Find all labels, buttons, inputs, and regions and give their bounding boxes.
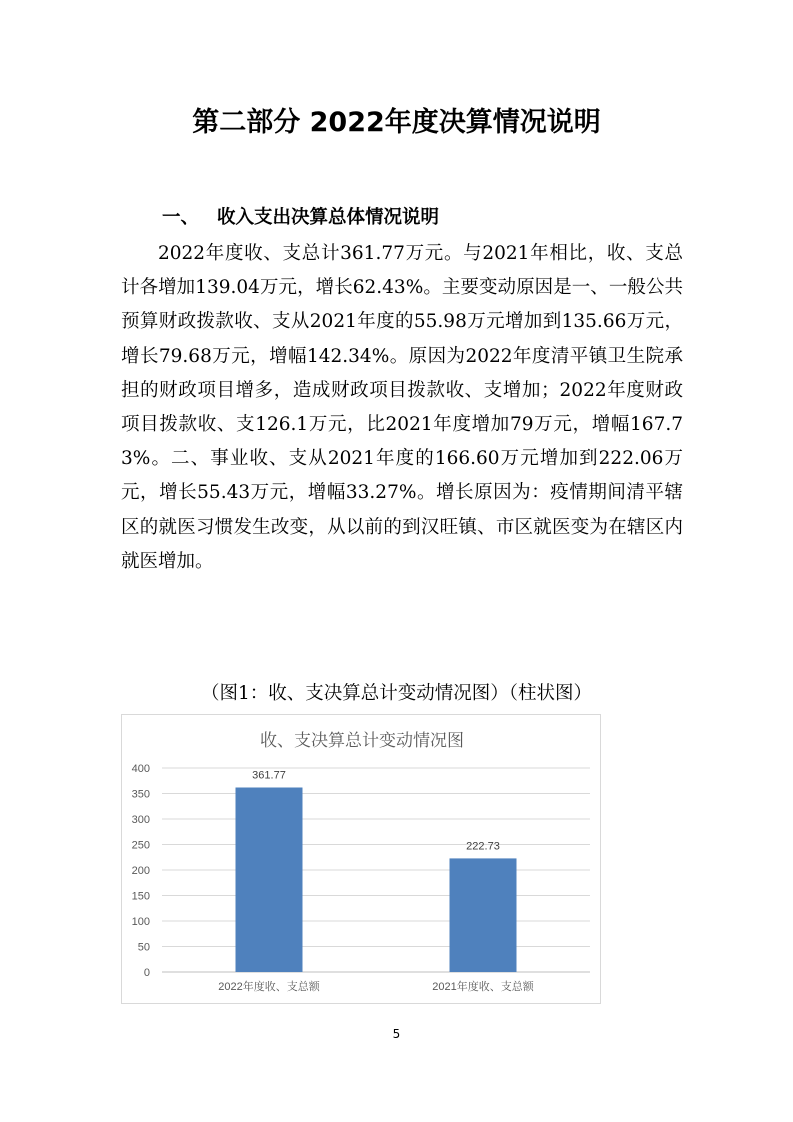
y-tick-label: 300 [131, 814, 150, 826]
section-heading [162, 203, 439, 229]
figure-caption: （图1：收、支决算总计变动情况图）（柱状图） [200, 683, 593, 704]
chart-canvas [122, 715, 602, 1005]
y-tick-label: 0 [143, 967, 150, 979]
y-tick-label: 50 [137, 941, 150, 954]
y-tick-label: 100 [131, 916, 150, 928]
page-number: 5 [392, 1027, 401, 1041]
bar [450, 858, 517, 972]
bar-chart [121, 714, 601, 1004]
x-tick-label: 2021年度收、支总额 [432, 981, 534, 993]
y-tick-label: 150 [131, 890, 150, 903]
y-tick-label: 350 [131, 788, 150, 801]
x-tick-label: 2022年度收、支总额 [218, 981, 320, 993]
data-label: 222.73 [466, 840, 500, 853]
y-tick-label: 250 [131, 839, 150, 852]
page-title: 第二部分 2022年度决算情况说明 [192, 107, 601, 138]
y-tick-label: 400 [131, 763, 150, 775]
chart-title: 收、支决算总计变动情况图 [260, 731, 464, 750]
bar [236, 787, 303, 972]
section-heading-text: 收入支出决算总体情况说明 [217, 207, 440, 228]
section-number: 一、 [162, 207, 200, 228]
body-paragraph: 2022年度收、支总计361.77万元。与2021年相比，收、支总计各增加139.04万元，增长62.43%。主要变动原因是一、一般公共预算财政拨款收、支从2021年度的55.98万元增加到135.66万元，增长79.68万元，增幅142.34%。原因为2022年度清平镇卫生院承担的财政项目增多，造成财政项目拨款收、支增加；2022年度财政项目拨款收、支126.1万元，比2021年度增加79万元，增幅167.73%。二、事业收、支从2021年度的166.60万元增加到222.06万元，增长55.43万元，增幅33.27%。增长原因为：疫情期间清平辖区的就医习惯发生改变，从以前的到汉旺镇、市区就医变为在辖区内就医增加。 [121, 243, 683, 572]
y-tick-label: 200 [131, 865, 150, 877]
data-label: 361.77 [252, 769, 286, 782]
